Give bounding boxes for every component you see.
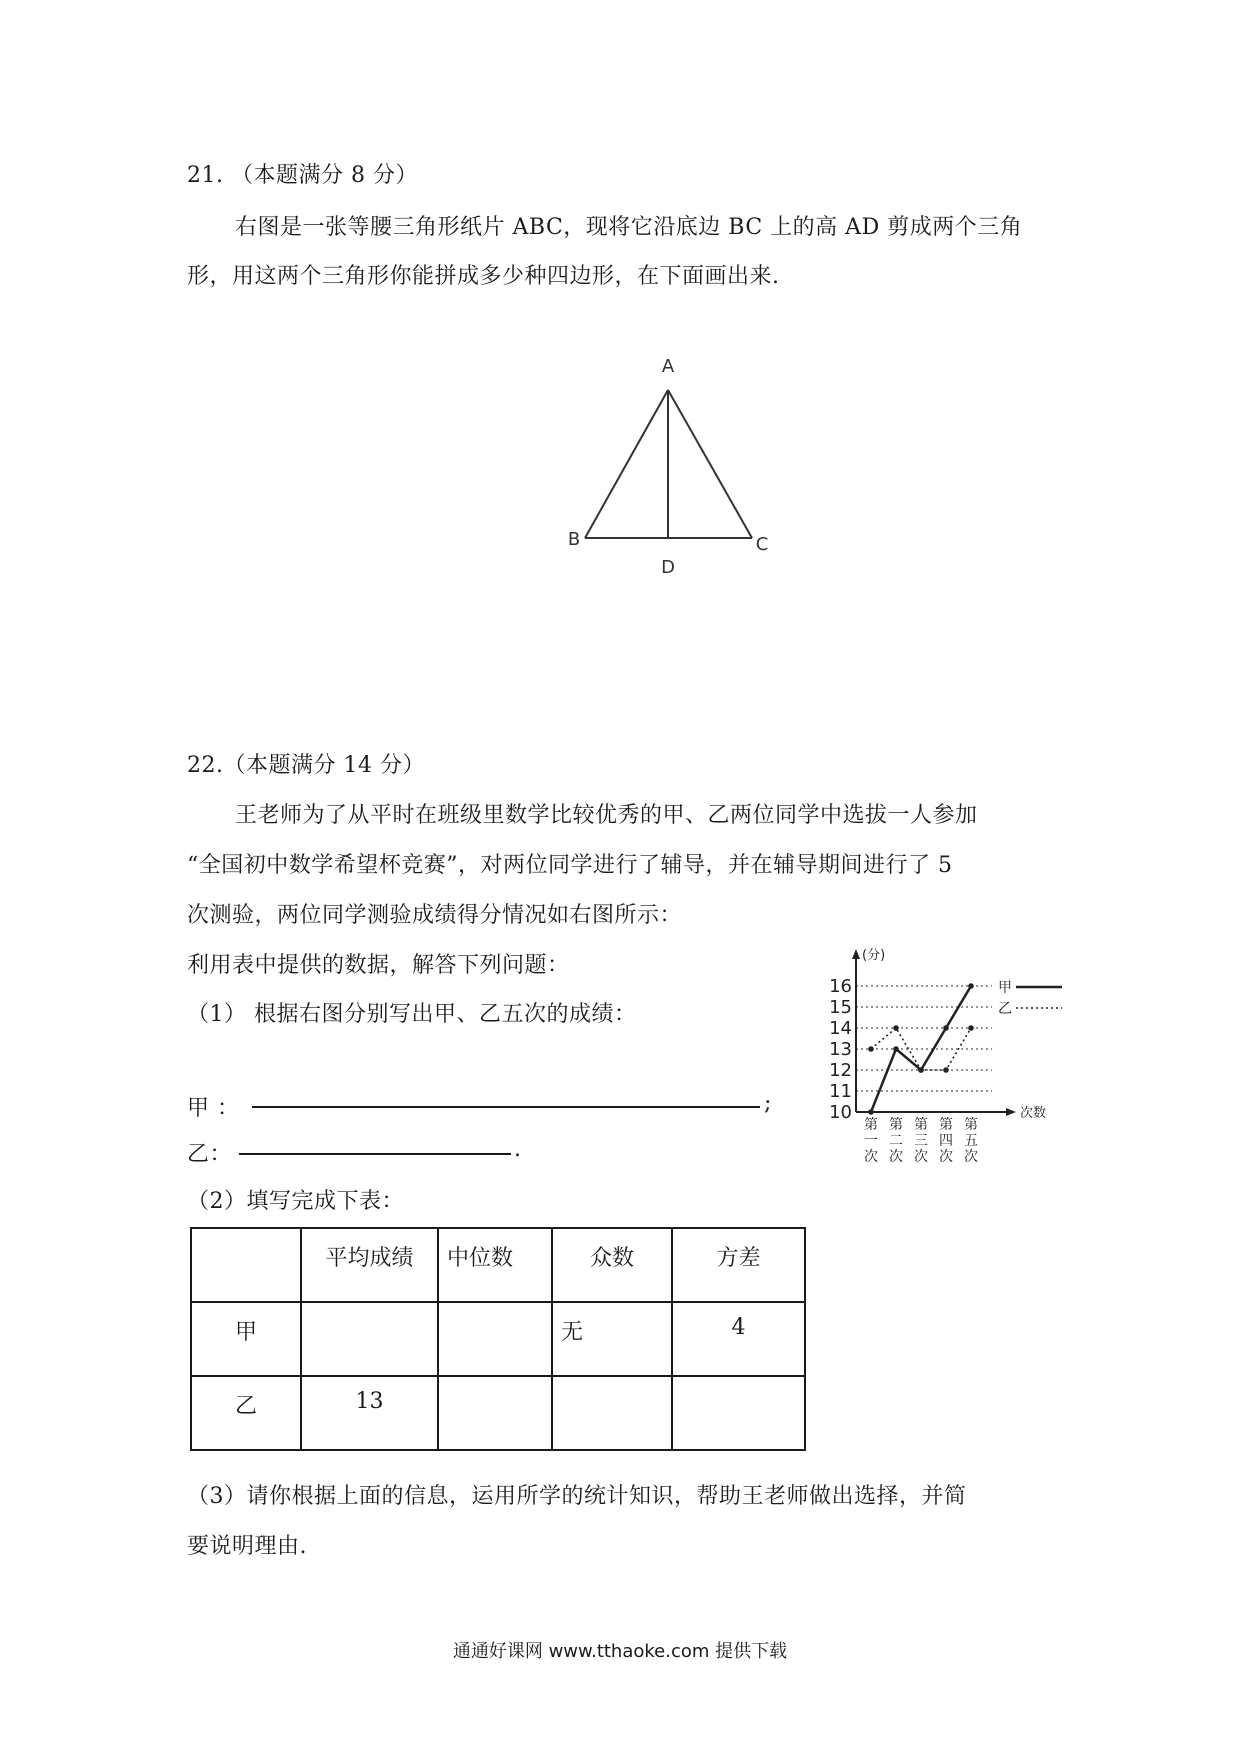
q22-heading: 22.（本题满分 14 分） (187, 753, 425, 778)
table-row (191, 1376, 805, 1450)
y-tick-label: 15 (829, 997, 852, 1018)
x-tick-label: 第 (914, 1117, 928, 1133)
yi-answer-blank[interactable] (239, 1153, 511, 1155)
table-cell[interactable] (672, 1376, 805, 1450)
data-point-yi (943, 1067, 949, 1073)
q22-part3-line1: （3）请你根据上面的信息，运用所学的统计知识，帮助王老师做出选择，并简 (187, 1484, 967, 1509)
q22-text-line1: 王老师为了从平时在班级里数学比较优秀的甲、乙两位同学中选拔一人参加 (235, 803, 978, 828)
q22-text-line3: 次测验，两位同学测验成绩得分情况如右图所示： (187, 903, 683, 928)
table-cell: 甲 (191, 1302, 301, 1376)
label-a: A (661, 356, 675, 377)
data-point-yi (868, 1046, 874, 1052)
table-header-cell: 中位数 (438, 1228, 552, 1302)
table-header-row (191, 1228, 805, 1302)
table-header-cell: 众数 (552, 1228, 672, 1302)
x-tick-label: 第 (939, 1117, 953, 1133)
x-tick-label: 二 (889, 1133, 903, 1149)
data-point-jia (968, 983, 974, 989)
q22-text-line2: “全国初中数学希望杯竞赛”，对两位同学进行了辅导，并在辅导期间进行了 5 (187, 853, 953, 878)
q22-part2: （2）填写完成下表： (187, 1189, 404, 1214)
x-axis-label: 次数 (1020, 1106, 1047, 1121)
y-axis-label: (分) (862, 948, 886, 963)
table-header-cell: 平均成绩 (301, 1228, 438, 1302)
table-cell[interactable] (301, 1302, 438, 1376)
jia-label: 甲 ： (187, 1096, 240, 1121)
yi-end: . (514, 1137, 522, 1162)
data-point-jia (868, 1109, 874, 1115)
table-cell: 4 (672, 1302, 805, 1376)
data-point-jia (893, 1046, 899, 1052)
x-tick-label: 第 (864, 1117, 878, 1133)
x-tick-label: 次 (889, 1149, 903, 1165)
q22-part3-line2: 要说明理由. (187, 1534, 307, 1559)
x-tick-label: 五 (964, 1133, 978, 1149)
q21-text-line1: 右图是一张等腰三角形纸片 ABC，现将它沿底边 BC 上的高 AD 剪成两个三角 (235, 215, 1023, 240)
table-header-cell (191, 1228, 301, 1302)
table-cell: 无 (552, 1302, 672, 1376)
label-c: C (755, 534, 769, 555)
side-ab (585, 390, 668, 538)
x-tick-label: 一 (864, 1133, 878, 1149)
jia-answer-blank[interactable] (252, 1106, 760, 1108)
q21-text-line2: 形，用这两个三角形你能拼成多少种四边形，在下面画出来. (187, 264, 780, 289)
y-axis-arrow (852, 949, 860, 959)
side-ac (668, 390, 752, 538)
x-tick-label: 次 (864, 1149, 878, 1165)
y-tick-label: 12 (829, 1060, 852, 1081)
x-tick-label: 四 (939, 1133, 953, 1149)
table-cell: 13 (301, 1376, 438, 1450)
data-point-yi (968, 1025, 974, 1031)
yi-label: 乙： (187, 1142, 233, 1167)
x-axis-arrow (1006, 1108, 1016, 1116)
table-header-cell: 方差 (672, 1228, 805, 1302)
y-tick-label: 10 (829, 1102, 852, 1123)
table-row (191, 1302, 805, 1376)
table-cell[interactable] (438, 1302, 552, 1376)
legend-label: 甲 (998, 980, 1012, 996)
data-point-jia (943, 1025, 949, 1031)
q22-text-line4: 利用表中提供的数据，解答下列问题： (187, 953, 570, 978)
x-tick-label: 第 (964, 1117, 978, 1133)
q22-part1: （1） 根据右图分别写出甲、乙五次的成绩： (187, 1002, 637, 1027)
table-cell[interactable] (552, 1376, 672, 1450)
data-point-yi (893, 1025, 899, 1031)
x-tick-label: 次 (914, 1149, 928, 1165)
table-cell: 乙 (191, 1376, 301, 1450)
footer-text: 通通好课网 www.tthaoke.com 提供下载 (452, 1641, 788, 1662)
jia-end: ; (764, 1091, 772, 1116)
label-b: B (567, 529, 581, 550)
label-d: D (661, 557, 675, 578)
data-point-yi (918, 1067, 924, 1073)
legend-label: 乙 (998, 1001, 1012, 1017)
x-tick-label: 三 (914, 1133, 928, 1149)
y-tick-label: 16 (829, 976, 852, 997)
x-tick-label: 次 (939, 1149, 953, 1165)
score-table (190, 1227, 806, 1451)
x-tick-label: 第 (889, 1117, 903, 1133)
y-tick-label: 11 (829, 1081, 852, 1102)
table-cell[interactable] (438, 1376, 552, 1450)
triangle-diagram (560, 350, 780, 590)
y-tick-label: 14 (829, 1018, 852, 1039)
score-line-chart (810, 945, 1090, 1175)
q21-heading: 21. （本题满分 8 分） (187, 163, 418, 188)
y-tick-label: 13 (829, 1039, 852, 1060)
x-tick-label: 次 (964, 1149, 978, 1165)
